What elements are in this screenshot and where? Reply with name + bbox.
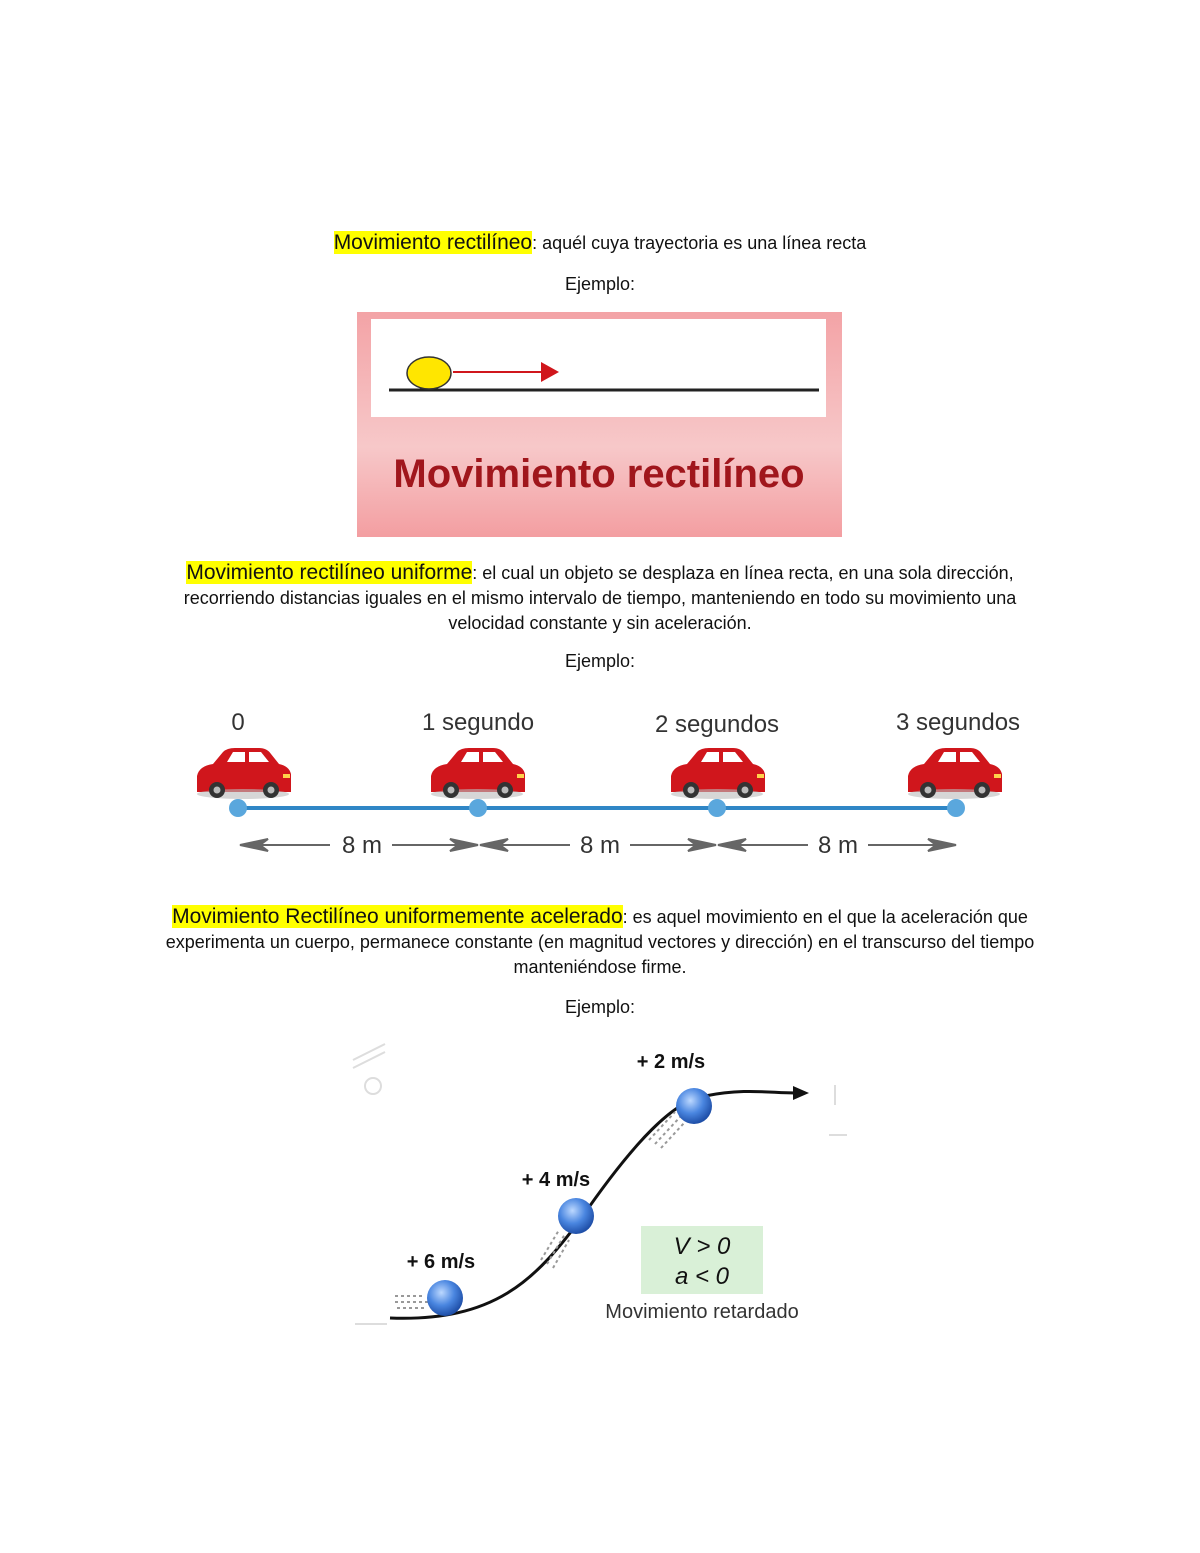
section1-example-label: Ejemplo: (564, 274, 636, 294)
car-icon-2 (671, 748, 765, 799)
section1-paragraph (160, 230, 1040, 256)
time-label-0: 0 (231, 709, 245, 736)
track-point-0 (229, 799, 247, 817)
speed-label-6: + 6 m/s (406, 1251, 476, 1273)
track-point-2 (708, 799, 726, 817)
background-marks (353, 1044, 847, 1324)
section1-term: Movimiento rectilíneo (333, 231, 533, 254)
section3-definition: : es aquel movimiento en el que la aceleración que experimenta un cuerpo, permanece constante (en magnitud vectores y dirección) en el transcurso del tiempo manteniéndose firme. (165, 907, 1035, 977)
accelerated-motion-figure (345, 1030, 860, 1350)
distance-label-2: 8 m (817, 832, 859, 859)
section2-example-label: Ejemplo: (564, 651, 636, 671)
section2-term: Movimiento rectilíneo uniforme (186, 561, 473, 584)
distance-label-1: 8 m (579, 832, 621, 859)
ball-icon-2 (558, 1198, 594, 1234)
trajectory-arrowhead-icon (793, 1086, 809, 1100)
figure-title: Movimiento rectilíneo (393, 452, 805, 496)
time-label-3: 3 segundos (895, 709, 1021, 736)
section2-definition: : el cual un objeto se desplaza en línea recta, en una sola dirección, recorriendo distancias iguales en el mismo intervalo de tiempo, manteniendo en todo su movimiento una velocidad constante y sin aceleración. (183, 563, 1017, 633)
section3-paragraph (160, 904, 1040, 980)
ball-icon-1 (427, 1280, 463, 1316)
section3-term: Movimiento Rectilíneo uniformemente acelerado (172, 905, 623, 928)
track-point-1 (469, 799, 487, 817)
car-icon-0 (197, 748, 291, 799)
distance-label-0: 8 m (341, 832, 383, 859)
car-icon-3 (908, 748, 1002, 799)
condition-velocity: V > 0 (673, 1233, 731, 1260)
condition-acceleration: a < 0 (674, 1263, 730, 1290)
car-icon-1 (431, 748, 525, 799)
yellow-ball-icon (407, 357, 451, 389)
figure-caption: Movimiento retardado (605, 1301, 799, 1323)
section3-example-label: Ejemplo: (564, 997, 636, 1017)
section2-paragraph (160, 560, 1040, 636)
uniform-motion-figure (180, 690, 1030, 870)
ball-icon-3 (676, 1088, 712, 1124)
section1-definition: : aquél cuya trayectoria es una línea recta (532, 233, 867, 253)
speed-label-2: + 2 m/s (636, 1051, 706, 1073)
time-label-2: 2 segundos (654, 711, 780, 738)
rectilinear-motion-figure (357, 312, 842, 537)
time-label-1: 1 segundo (421, 709, 535, 736)
speed-label-4: + 4 m/s (521, 1169, 591, 1191)
track-point-3 (947, 799, 965, 817)
